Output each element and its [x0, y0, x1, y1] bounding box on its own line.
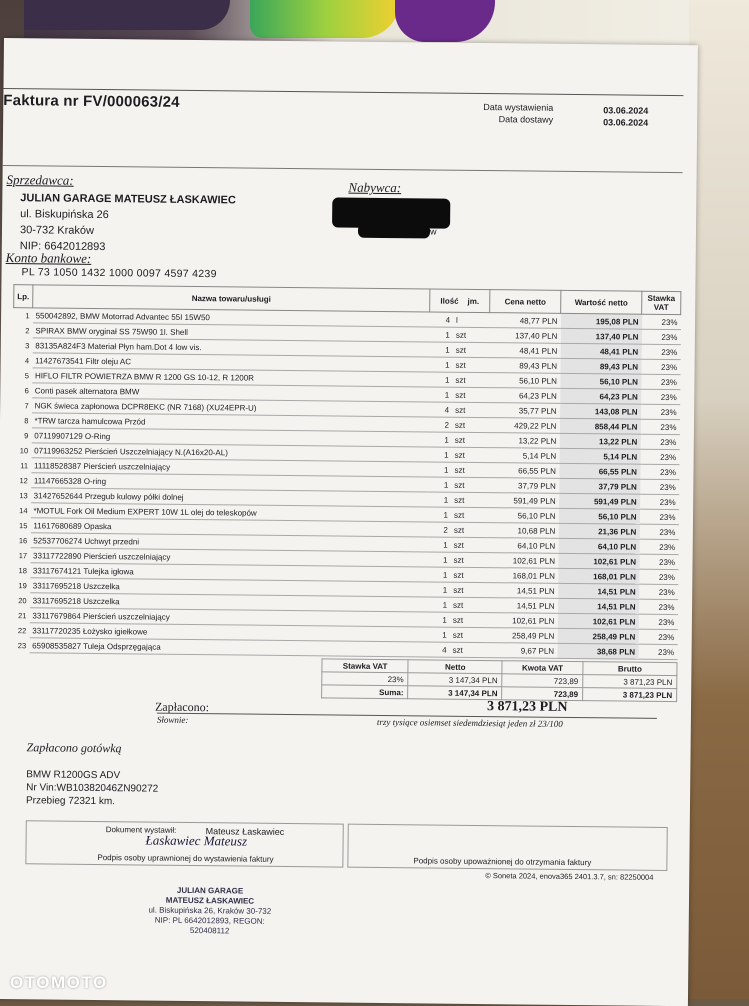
row-net-value: 102,61 PLN [557, 613, 638, 629]
row-qty: 4 [429, 402, 453, 417]
buyer-redaction-2 [358, 224, 430, 239]
row-lp: 11 [20, 460, 29, 470]
row-vat: 23% [641, 404, 680, 419]
row-qty: 1 [428, 432, 452, 447]
row-unit: szt [450, 582, 487, 597]
row-name: 52537706274 Uchwyt przedni [30, 533, 427, 552]
issued-by-label: Dokument wystawił: [105, 825, 177, 835]
row-lp: 23 [17, 640, 27, 650]
vehicle-model: BMW R1200GS ADV [26, 769, 121, 782]
row-unit: szt [452, 417, 489, 432]
section-rule [3, 165, 683, 173]
row-name: 83135A824F3 Materiał Płyn ham.Dot 4 low vis. [32, 338, 429, 357]
row-lp: 2 [25, 325, 30, 335]
col-name: Nazwa towaru/usługi [33, 285, 430, 312]
row-unit: szt [451, 537, 488, 552]
row-name: 33117720235 Łożysko igiełkowe [29, 623, 426, 642]
row-vat: 23% [641, 329, 680, 344]
row-unit: szt [451, 522, 488, 537]
background-decoration [0, 0, 230, 30]
row-net-value: 56,10 PLN [560, 373, 641, 389]
row-lp: 13 [19, 490, 28, 500]
row-vat: 23% [640, 494, 679, 509]
row-net-price: 35,77 PLN [489, 403, 560, 419]
buyer-partial-text: w [429, 226, 437, 237]
row-net-value: 48,41 PLN [560, 343, 641, 359]
row-net-price: 66,55 PLN [488, 463, 559, 479]
vat-amount-header: Kwota VAT [502, 661, 583, 675]
row-unit: szt [452, 447, 489, 462]
row-net-price: 64,23 PLN [489, 388, 560, 404]
row-qty: 4 [429, 312, 453, 327]
vat-net-header: Netto [408, 660, 502, 674]
account-number: PL 73 1050 1432 1000 0097 4597 4239 [21, 266, 217, 281]
row-vat: 23% [639, 509, 678, 524]
row-vat: 23% [639, 524, 678, 539]
row-net-price: 258,49 PLN [486, 628, 557, 644]
seller-street: ul. Biskupińska 26 [20, 208, 109, 222]
stamp-line-3: ul. Biskupińska 26, Kraków 30-732 [148, 905, 272, 916]
row-net-value: 13,22 PLN [559, 433, 640, 449]
row-net-value: 64,23 PLN [560, 388, 641, 404]
row-name: 31427652644 Przegub kulowy półki dolnej [31, 488, 428, 507]
row-lp: 21 [18, 610, 27, 620]
row-vat: 23% [640, 434, 679, 449]
row-net-price: 10,68 PLN [487, 523, 558, 539]
row-vat: 23% [639, 539, 678, 554]
row-unit: l [453, 312, 490, 327]
row-vat: 23% [640, 479, 679, 494]
row-unit: szt [451, 477, 488, 492]
row-net-value: 14,51 PLN [558, 583, 639, 599]
row-qty: 1 [427, 567, 451, 582]
row-net-value: 591,49 PLN [559, 493, 640, 509]
row-lp: 7 [24, 400, 29, 410]
vat-gross-header: Brutto [583, 662, 677, 676]
row-net-value: 5,14 PLN [559, 448, 640, 464]
row-vat: 23% [640, 419, 679, 434]
row-net-value: 102,61 PLN [558, 553, 639, 569]
row-unit: szt [452, 387, 489, 402]
row-net-value: 66,55 PLN [559, 463, 640, 479]
row-net-value: 858,44 PLN [559, 418, 640, 434]
row-name: 07119907129 O-Ring [31, 428, 428, 447]
row-net-value: 64,10 PLN [558, 538, 639, 554]
row-qty: 1 [427, 537, 451, 552]
row-unit: szt [452, 372, 489, 387]
row-net-value: 258,49 PLN [557, 628, 638, 644]
invoice-paper [0, 38, 698, 1006]
row-lp: 19 [18, 580, 27, 590]
col-vat: Stawka VAT [642, 291, 681, 314]
row-net-value: 37,79 PLN [559, 478, 640, 494]
row-net-price: 168,01 PLN [487, 568, 558, 584]
row-net-price: 102,61 PLN [487, 553, 558, 569]
col-qty: Ilość jm. [430, 289, 490, 313]
row-net-price: 14,51 PLN [487, 598, 558, 614]
row-vat: 23% [639, 584, 678, 599]
row-unit: szt [450, 552, 487, 567]
issue-date-label: Data wystawienia [483, 102, 554, 113]
background-right [689, 0, 749, 999]
row-qty: 1 [428, 447, 452, 462]
row-vat: 23% [638, 644, 677, 659]
row-vat: 23% [641, 389, 680, 404]
row-qty: 1 [429, 357, 453, 372]
issued-by-name: Mateusz Łaskawiec [205, 826, 285, 837]
row-vat: 23% [638, 629, 677, 644]
vat-amount: 723,89 [502, 674, 583, 688]
row-lp: 6 [24, 385, 29, 395]
issuer-signature-caption: Podpis osoby uprawnionej do wystawienia faktury [97, 853, 274, 864]
vat-sum-net: 3 147,34 PLN [408, 686, 502, 700]
col-lp: Lp. [14, 285, 33, 308]
vehicle-vin: Nr Vin:WB10382046ZN90272 [26, 782, 159, 795]
vat-sum-label: Suma: [322, 685, 408, 699]
row-net-value: 143,08 PLN [560, 403, 641, 419]
row-name: 11147665328 O-ring [31, 473, 428, 492]
amount-in-words: trzy tysiące osiemset siedemdziesiąt jeden zł 23/100 [376, 716, 563, 729]
row-net-price: 14,51 PLN [487, 583, 558, 599]
date-values [603, 104, 648, 128]
row-lp: 18 [18, 565, 27, 575]
row-net-price: 64,10 PLN [487, 538, 558, 554]
row-net-price: 48,77 PLN [489, 313, 560, 329]
vat-rate: 23% [322, 672, 408, 686]
row-vat: 23% [640, 464, 679, 479]
row-lp: 16 [18, 535, 28, 545]
row-name: *MOTUL Fork Oil Medium EXPERT 10W 1L olej do teleskopów [30, 503, 427, 522]
row-name: *TRW tarcza hamulcowa Przód [31, 413, 428, 432]
row-lp: 9 [24, 430, 29, 440]
row-name: 33117679864 Pierścień uszczelniający [29, 608, 426, 627]
row-net-value: 21,36 PLN [558, 523, 639, 539]
row-name: HIFLO FILTR POWIETRZA BMW R 1200 GS 10-12, R 1200R [32, 368, 429, 387]
buyer-label: Nabywca: [348, 179, 402, 196]
vat-summary-table [321, 658, 677, 702]
row-vat: 23% [641, 359, 680, 374]
seller-name: JULIAN GARAGE MATEUSZ ŁASKAWIEC [20, 192, 236, 207]
row-net-value: 137,40 PLN [560, 328, 641, 344]
words-label: Słownie: [156, 714, 189, 725]
row-unit: szt [452, 432, 489, 447]
row-vat: 23% [641, 314, 680, 329]
row-unit: szt [452, 402, 489, 417]
row-net-price: 591,49 PLN [488, 493, 559, 509]
row-net-price: 137,40 PLN [489, 328, 560, 344]
row-net-price: 48,41 PLN [489, 343, 560, 359]
row-qty: 1 [428, 492, 452, 507]
row-vat: 23% [639, 569, 678, 584]
company-stamp [145, 886, 276, 937]
row-net-price: 429,22 PLN [488, 418, 559, 434]
row-lp: 12 [19, 475, 28, 485]
row-lp: 22 [17, 625, 27, 635]
row-unit: szt [451, 507, 488, 522]
row-net-value: 168,01 PLN [558, 568, 639, 584]
vehicle-mileage: Przebieg 72321 km. [25, 795, 116, 808]
vat-sum-gross: 3 871,23 PLN [583, 688, 677, 702]
row-lp: 3 [25, 340, 30, 350]
row-net-price: 13,22 PLN [488, 433, 559, 449]
row-name: NGK świeca zapłonowa DCPR8EKC (NR 7168) (XU24EPR-U) [32, 398, 429, 417]
row-vat: 23% [639, 599, 678, 614]
row-qty: 1 [429, 327, 453, 342]
row-vat: 23% [640, 449, 679, 464]
row-unit: szt [450, 627, 487, 642]
software-footer: © Soneta 2024, enova365 2401.3.7, sn: 82250004 [485, 871, 654, 882]
stamp-line-1: JULIAN GARAGE [176, 885, 244, 896]
account-label: Konto bankowe: [5, 250, 92, 266]
row-net-value: 14,51 PLN [558, 598, 639, 614]
row-name: 33117695218 Uszczelka [30, 578, 427, 597]
row-qty: 1 [427, 507, 451, 522]
row-qty: 2 [428, 417, 452, 432]
row-name: 33117722890 Pierścień uszczelniający [30, 548, 427, 567]
delivery-date-label: Data dostawy [498, 114, 554, 125]
delivery-date: 03.06.2024 [603, 117, 649, 128]
row-lp: 5 [24, 370, 30, 380]
row-qty: 4 [426, 642, 450, 657]
crepe-paper-decoration [250, 0, 400, 38]
row-qty: 1 [428, 462, 452, 477]
row-qty: 1 [427, 582, 451, 597]
row-net-price: 9,67 PLN [486, 643, 557, 659]
row-net-price: 37,79 PLN [488, 478, 559, 494]
row-lp: 14 [19, 505, 28, 515]
row-name: 11617680689 Opaska [30, 518, 427, 537]
row-net-value: 195,08 PLN [560, 313, 641, 329]
row-qty: 1 [427, 597, 451, 612]
items-table [10, 284, 682, 660]
vat-rate-header: Stawka VAT [322, 659, 408, 673]
vehicle-info [26, 768, 159, 808]
seller-label: Sprzedawca: [6, 172, 74, 188]
row-lp: 10 [19, 445, 29, 455]
seller-city: 30-732 Kraków [19, 224, 95, 237]
items-body [10, 308, 681, 660]
row-unit: szt [453, 357, 490, 372]
row-net-value: 38,68 PLN [557, 643, 638, 659]
row-net-price: 5,14 PLN [488, 448, 559, 464]
row-name: 33117695218 Uszczelka [30, 593, 427, 612]
row-unit: szt [450, 612, 487, 627]
col-net-price: Cena netto [490, 290, 561, 314]
vat-gross: 3 871,23 PLN [583, 675, 677, 689]
paid-label: Zapłacono: [154, 699, 210, 715]
row-name: 11118528387 Pierścień uszczelniający [31, 458, 428, 477]
row-unit: szt [453, 342, 490, 357]
row-net-price: 56,10 PLN [487, 508, 558, 524]
row-unit: szt [450, 597, 487, 612]
handwritten-signature: Łaskawiec Mateusz [145, 832, 248, 849]
row-unit: szt [450, 567, 487, 582]
row-name: Conti pasek alternatora BMW [32, 383, 429, 402]
invoice-title: Faktura nr FV/000063/24 [3, 91, 180, 111]
vat-net: 3 147,34 PLN [408, 673, 502, 687]
receiver-signature-caption: Podpis osoby upoważnionej do otrzymania faktury [413, 856, 592, 868]
row-unit: szt [450, 642, 487, 657]
row-name: SPIRAX BMW oryginał SS 75W90 1l. Shell [32, 323, 429, 342]
row-net-value: 56,10 PLN [558, 508, 639, 524]
row-lp: 4 [24, 355, 30, 365]
row-qty: 1 [426, 612, 450, 627]
row-name: 65908535827 Tuleja Odsprzęgająca [29, 638, 426, 657]
row-unit: szt [453, 327, 490, 342]
row-qty: 1 [426, 627, 450, 642]
row-lp: 20 [18, 595, 27, 605]
row-lp: 15 [19, 520, 28, 530]
row-qty: 2 [427, 522, 451, 537]
row-name: 11427673541 Filtr oleju AC [32, 353, 429, 372]
seller-block [20, 190, 236, 256]
otomoto-watermark: OTOMOTO [10, 973, 108, 992]
issue-date: 03.06.2024 [603, 105, 649, 116]
row-vat: 23% [641, 374, 680, 389]
row-name: 33117674121 Tulejka igłowa [30, 563, 427, 582]
row-qty: 1 [429, 372, 453, 387]
paid-amount: 3 871,23 PLN [486, 699, 568, 715]
row-vat: 23% [638, 614, 677, 629]
row-net-value: 89,43 PLN [560, 358, 641, 374]
row-qty: 1 [428, 477, 452, 492]
row-lp: 17 [18, 550, 28, 560]
stamp-line-4: NIP: PL 6642012893, REGON: 520408112 [154, 915, 265, 936]
row-vat: 23% [641, 344, 680, 359]
date-labels [473, 101, 553, 126]
row-vat: 23% [639, 554, 678, 569]
vat-sum-amount: 723,89 [502, 687, 583, 701]
cash-payment-label: Zapłacono gotówką [26, 740, 122, 756]
row-qty: 1 [427, 552, 451, 567]
row-net-price: 56,10 PLN [489, 373, 560, 389]
stamp-line-2: MATEUSZ ŁASKAWIEC [165, 895, 255, 906]
row-net-price: 89,43 PLN [489, 358, 560, 374]
row-unit: szt [451, 462, 488, 477]
row-lp: 1 [25, 310, 30, 321]
col-net-value: Wartość netto [561, 290, 642, 314]
row-name: 550042892, BMW Motorrad Advantec 55I 15W50 [33, 308, 430, 327]
row-net-price: 102,61 PLN [486, 613, 557, 629]
row-name: 07119963252 Pierścień Uszczelniający N.(A16x20-AL) [31, 443, 428, 462]
row-lp: 8 [24, 415, 29, 425]
row-unit: szt [451, 492, 488, 507]
row-qty: 1 [429, 387, 453, 402]
seller-nip: NIP: 6642012893 [19, 240, 106, 254]
row-qty: 1 [429, 342, 453, 357]
